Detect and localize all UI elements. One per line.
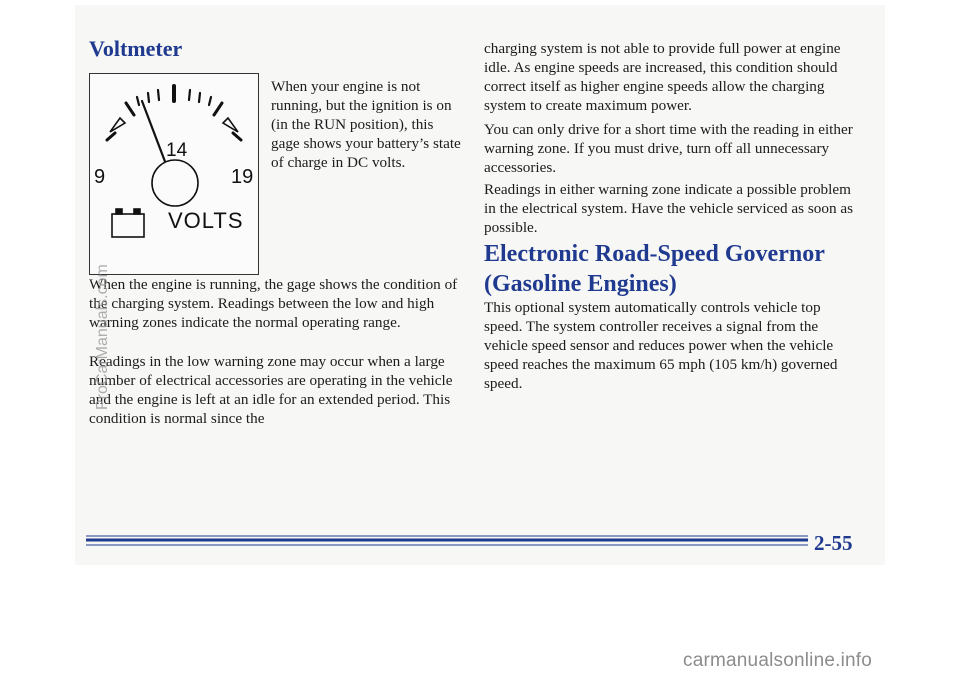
low-warning-zone-icon <box>110 118 125 132</box>
voltmeter-gauge-illustration <box>89 73 259 275</box>
voltmeter-side-text: When your engine is not running, but the ignition is on (in the RUN position), this gage shows your battery’s state of charge in DC volts. <box>271 78 461 171</box>
gauge-label-14: 14 <box>166 140 188 161</box>
voltmeter-heading: Voltmeter <box>89 36 183 61</box>
governor-paragraph: This optional system automatically controls vehicle top speed. The system controller receives a signal from the vehicle speed sensor and reduces power when the vehicle speed reaches the maximum 65 mph (105 km/h) governed speed. <box>484 299 838 392</box>
site-brand-watermark: carmanualsonline.info <box>683 650 873 671</box>
battery-icon <box>112 209 144 237</box>
gauge-label-19: 19 <box>231 166 254 188</box>
voltmeter-paragraph-1: When the engine is running, the gage shows the condition of the charging system. Readings between the low and high warning zones indicate the normal operating range. <box>89 276 458 331</box>
governor-heading: Electronic Road-Speed Governor (Gasoline Engines) <box>484 241 825 297</box>
high-warning-zone-icon <box>223 118 238 132</box>
voltmeter-paragraph-2: Readings in the low warning zone may occur when a large number of electrical accessories are operating in the vehicle and the engine is left at an idle for an extended period. This condition is normal since the <box>89 353 453 427</box>
gauge-hub <box>152 160 198 206</box>
warning-zone-drive-paragraph: You can only drive for a short time with the reading in either warning zone. If you must drive, turn off all unnecessary accessories. <box>484 121 853 176</box>
page-number: 2-55 <box>814 531 853 555</box>
gauge-unit-label: VOLTS <box>168 208 244 233</box>
warning-zone-problem-paragraph: Readings in either warning zone indicate a possible problem in the electrical system. Have the vehicle serviced as soon as possible. <box>484 181 854 236</box>
charging-continued-paragraph: charging system is not able to provide full power at engine idle. As engine speeds are increased, this condition should correct itself as higher engine speeds allow the charging system to create maximum power. <box>484 40 841 114</box>
side-watermark: ProCarManuals.com <box>94 264 111 410</box>
gauge-label-9: 9 <box>94 166 106 188</box>
footer-rule <box>86 531 811 556</box>
